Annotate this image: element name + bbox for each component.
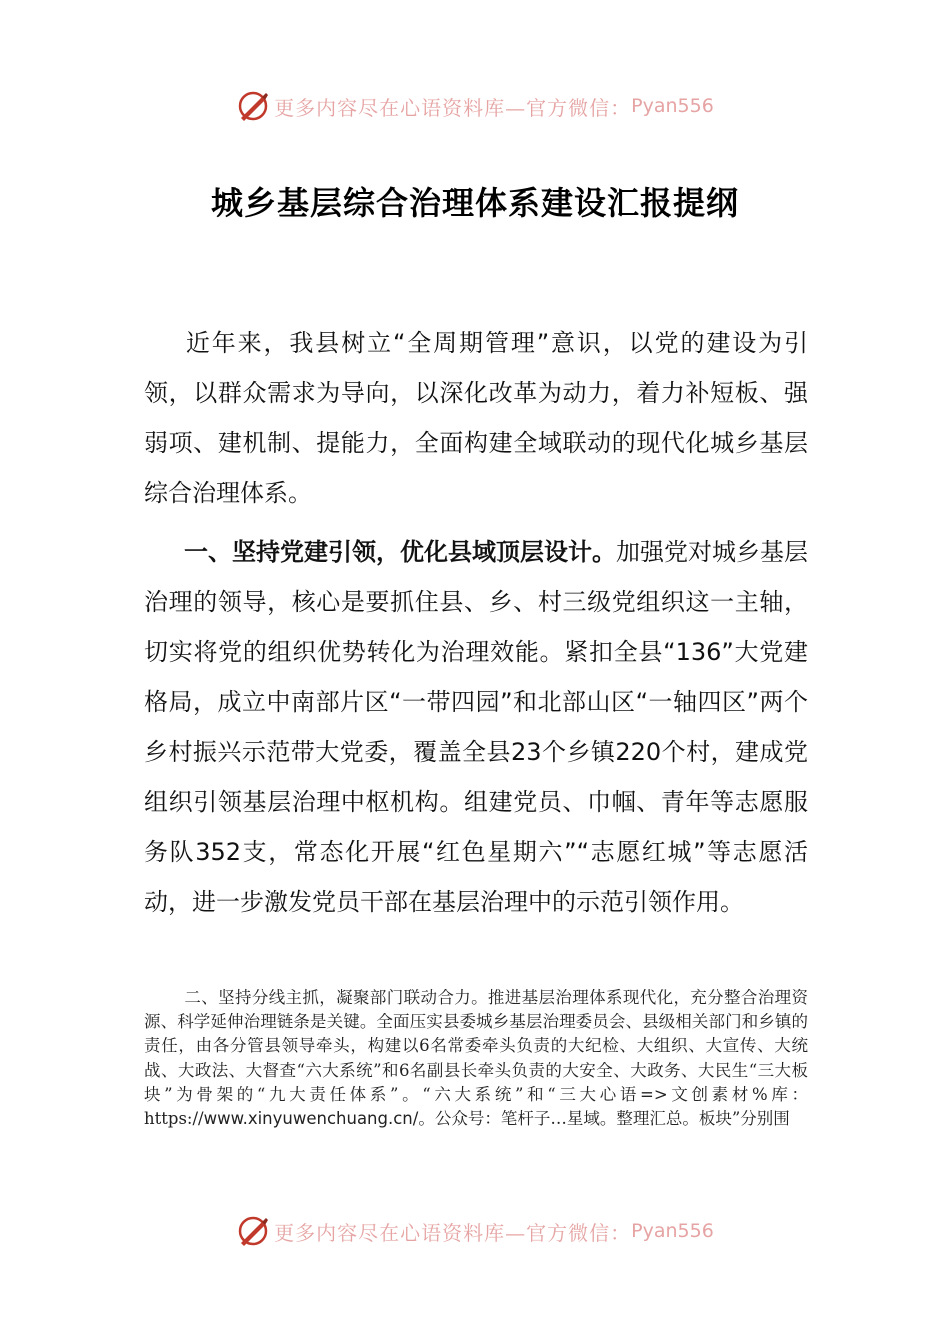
pen-logo-icon xyxy=(236,89,270,123)
pen-logo-icon xyxy=(236,1214,270,1248)
intro-paragraph xyxy=(144,318,808,518)
section-2-paragraph xyxy=(144,986,808,1131)
section-2-text: 二、坚持分线主抓，凝聚部门联动合力。推进基层治理体系现代化，充分整合治理资源、科学延伸治理链条是关键。全面压实县委城乡基层治理委员会、县级相关部门和乡镇的责任，由各分管县领导牵头，构建以6名常委牵头负责的大纪检、大组织、大宣传、大统战、大政法、大督查“六大系统”和6名副县长牵头负责的大安全、大政务、大民生“三大板块”为骨架的“九大责任体系”。“六大系统”和“三大心语=>文创素材%库：https:// xyxy=(144,988,808,1129)
watermark-wechat-id: Pyan556 xyxy=(631,1220,714,1242)
watermark-header xyxy=(0,86,950,126)
watermark-footer xyxy=(0,1211,950,1251)
website-link[interactable]: www.xinyuwenchuang.cn/ xyxy=(203,1109,419,1129)
section-1-paragraph xyxy=(144,527,808,927)
section-1-body: 加强党对城乡基层治理的领导，核心是要抓住县、乡、村三级党组织这一主轴，切实将党的组织优势转化为治理效能。紧扣全县“136”大党建格局，成立中南部片区“一带四园”和北部山区“一轴四区”两个乡村振兴示范带大党委，覆盖全县23个乡镇220个村，建成党组织引领基层治理中枢机构。组建党员、巾帼、青年等志愿服务队352支，常态化开展“红色星期六”“志愿红城”等志愿活动，进一步激发党员干部在基层治理中的示范引领作用。 xyxy=(144,538,808,916)
watermark-wechat-id: Pyan556 xyxy=(631,95,714,117)
intro-text: 近年来，我县树立“全周期管理”意识，以党的建设为引领，以群众需求为导向，以深化改革为动力，着力补短板、强弱项、建机制、提能力，全面构建全域联动的现代化城乡基层综合治理体系。 xyxy=(144,329,808,507)
watermark-text: 更多内容尽在心语资料库—官方微信： xyxy=(274,95,632,120)
section-1-heading: 一、坚持党建引领，优化县域顶层设计。 xyxy=(184,538,616,566)
watermark-text: 更多内容尽在心语资料库—官方微信： xyxy=(274,1220,632,1245)
section-2-tail: 。公众号：笔杆子…星域。整理汇总。板块”分别围 xyxy=(418,1109,790,1129)
document-title: 城乡基层综合治理体系建设汇报提纲 xyxy=(210,184,739,222)
